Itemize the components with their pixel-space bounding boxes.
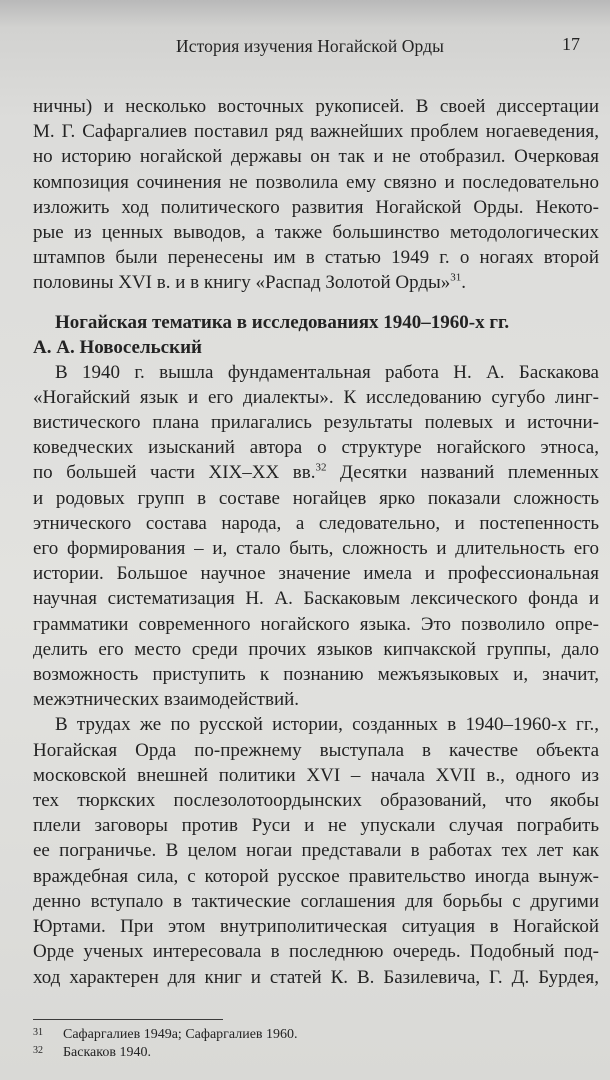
- text-line: тех тюркских послезолотоордынских образований, что якобы: [33, 790, 599, 812]
- text-line: «Ногайский язык и его диалекты». К исследованию сугубо линг-: [33, 386, 599, 408]
- text-line: ее пограничье. В целом ногаи представали в работах тех лет как: [33, 840, 599, 862]
- text-line: ход характерен для книг и статей К. В. Базилевича, Г. Д. Бурдея,: [33, 966, 599, 988]
- text-line: Юртами. При этом внутриполитическая ситуация в Ногайской: [33, 916, 599, 938]
- footnote-31: [33, 1026, 553, 1044]
- footnote-number: 31: [33, 1027, 43, 1038]
- text-line: изложить ход политического развития Ногайской Орды. Некото-: [33, 196, 599, 218]
- page-header: [0, 36, 610, 66]
- text-line: Ногайская Орда по-прежнему выступала в качестве объекта: [33, 739, 599, 761]
- text-line: плели заговоры против Руси и не упускали случая пограбить: [33, 815, 599, 837]
- footnote-text: Баскаков 1940.: [63, 1045, 151, 1060]
- text-line: штампов были перенесены им в статью 1949 г. о ногаях второй: [33, 247, 599, 269]
- text-line: но историю ногайской державы он так и не отобразил. Очерковая: [33, 146, 599, 168]
- heading-line-1: Ногайская тематика в исследованиях 1940–1960-х гг.: [55, 311, 510, 333]
- body-text: [33, 94, 599, 990]
- text-line-content: половины XVI в. и в книгу «Распад Золотой Орды»: [33, 272, 451, 294]
- text-line: научная систематизация Н. А. Баскаковым лексического фонда и: [33, 588, 599, 610]
- paragraph-1: [33, 94, 599, 296]
- footnote-ref-31[interactable]: 31: [450, 272, 462, 285]
- text-line-content: по большей части XIX–XX вв.: [33, 462, 316, 484]
- text-line: В 1940 г. вышла фундаментальная работа Н. А. Баскакова: [55, 361, 599, 383]
- text-line: рые из ценных выводов, а также большинство методологических: [33, 222, 599, 244]
- text-line: денно вступало в тактические соглашения для борьбы с другими: [33, 890, 599, 912]
- text-line: В трудах же по русской истории, созданных в 1940–1960-х гг.,: [55, 714, 599, 736]
- text-line-content: Десятки названий племенных: [340, 462, 600, 484]
- footnote-ref-32[interactable]: 32: [315, 462, 327, 475]
- text-line: истории. Большое научное значение имела и профессиональная: [33, 563, 599, 585]
- heading-line-2: А. А. Новосельский: [33, 336, 202, 358]
- text-line: и родовых групп в составе ногайцев ярко показали сложность: [33, 487, 599, 509]
- page-number: 17: [562, 34, 580, 54]
- text-line: враждебная сила, с которой русское правительство иногда вынуж-: [33, 865, 599, 887]
- paragraph-3: [33, 712, 599, 989]
- footnote-number: 32: [33, 1045, 43, 1056]
- footnote-32: [33, 1044, 553, 1062]
- text-line: Орде ученых интересовала в последнюю очередь. Подобный под-: [33, 941, 599, 963]
- text-line: вистического плана прилагались результаты полевых и источни-: [33, 412, 599, 434]
- text-line: [33, 460, 599, 485]
- text-line: половины XVI в. и в книгу «Распад Золотой Орды»$^{31}$.: [33, 272, 467, 294]
- text-line: М. Г. Сафаргалиев поставил ряд важнейших проблем ногаеведения,: [33, 121, 599, 143]
- text-line: делить его место среди прочих языков кипчакской группы, дало: [33, 638, 599, 660]
- footnote-divider: [33, 1019, 223, 1020]
- text-line: композиция сочинения не позволила ему связно и последовательно: [33, 171, 599, 193]
- footnotes: [33, 1026, 553, 1062]
- text-line: коведческих изысканий автора о структуре ногайского этноса,: [33, 437, 599, 459]
- paragraph-2: [33, 360, 599, 713]
- text-line: московской внешней политики XVI – начала XVII в., одного из: [33, 764, 599, 786]
- text-line: этнического состава народа, а следовательно, и постепенность: [33, 512, 599, 534]
- running-head: История изучения Ногайской Орды: [176, 36, 444, 56]
- text-line: возможность приступить к познанию межъязыковых и, значит,: [33, 664, 599, 686]
- section-heading: [33, 310, 599, 360]
- footnote-text: Сафаргалиев 1949а; Сафаргалиев 1960.: [63, 1027, 298, 1042]
- text-line: грамматики современного ногайского языка. Это позволило опре-: [33, 613, 599, 635]
- text-line: ничны) и несколько восточных рукописей. В своей диссертации: [33, 96, 599, 117]
- text-line: межэтнических взаимодействий.: [33, 689, 300, 711]
- text-line: его формирования – и, стало быть, сложность и длительность его: [33, 538, 599, 560]
